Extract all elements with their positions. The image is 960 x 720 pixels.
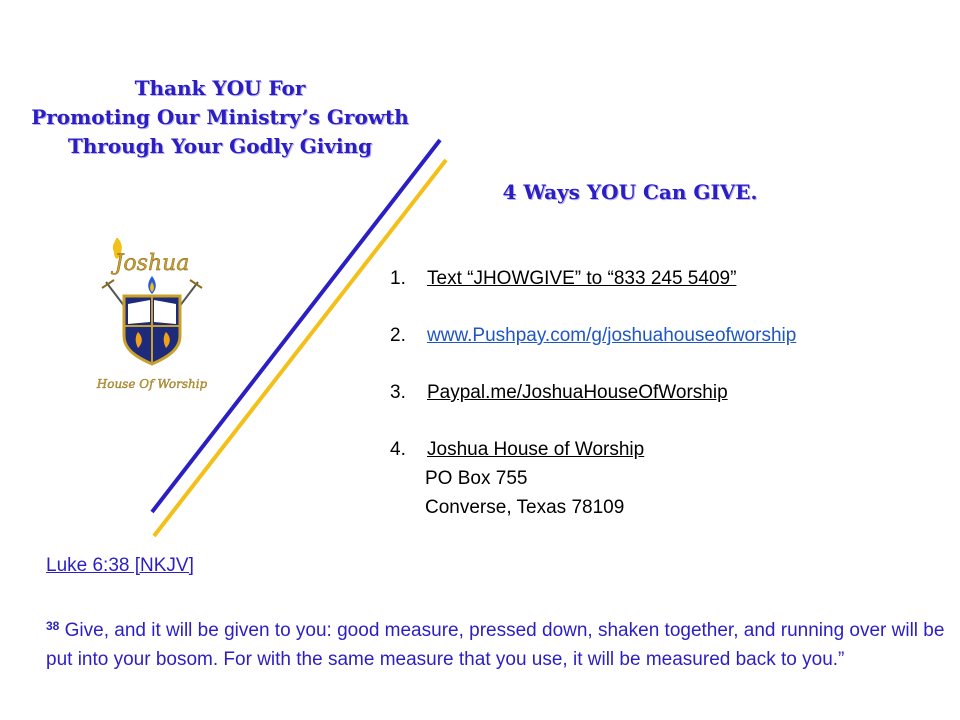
thank-you-heading: [0, 74, 440, 161]
verse-text: Give, and it will be given to you: good measure, pressed down, shaken together, and running over will be put into your bosom. For with the same measure that you use, it will be measured back to you.”: [46, 620, 945, 670]
way-text-link[interactable]: Text “JHOWGIVE” to “833 245 5409”: [427, 268, 737, 289]
sword-right-hilt: [190, 280, 202, 288]
way-number: 1.: [390, 268, 406, 289]
mail-recipient: Joshua House of Worship: [427, 439, 645, 460]
way-mail: [390, 439, 644, 461]
pushpay-link[interactable]: www.Pushpay.com/g/joshuahouseofworship: [427, 325, 797, 346]
scripture-reference: Luke 6:38 [NKJV]: [46, 555, 194, 576]
church-crest-icon: [92, 238, 212, 396]
way-paypal: [390, 382, 728, 404]
book-right-page: [154, 300, 176, 324]
paypal-link[interactable]: Paypal.me/JoshuaHouseOfWorship: [427, 382, 728, 403]
verse-number: 38: [46, 619, 60, 633]
scripture-verse: [46, 612, 951, 674]
ways-to-give-heading: 4 Ways YOU Can GIVE.: [502, 180, 758, 204]
way-text-to-give: [390, 268, 736, 290]
sword-left-hilt: [102, 280, 114, 288]
address-line-2: Converse, Texas 78109: [425, 497, 625, 518]
heading-line-2: Promoting Our Ministry’s Growth: [31, 105, 409, 129]
logo-bottom-text: House Of Worship: [96, 377, 208, 391]
logo-top-text: Joshua: [114, 251, 190, 276]
way-number: 2.: [390, 325, 406, 346]
way-number: 4.: [390, 439, 406, 460]
heading-line-3: Through Your Godly Giving: [67, 134, 373, 158]
way-number: 3.: [390, 382, 406, 403]
book-icon: [128, 300, 150, 324]
heading-line-1: Thank YOU For: [134, 76, 306, 100]
address-line-1: PO Box 755: [425, 468, 528, 489]
way-pushpay: [390, 325, 796, 347]
